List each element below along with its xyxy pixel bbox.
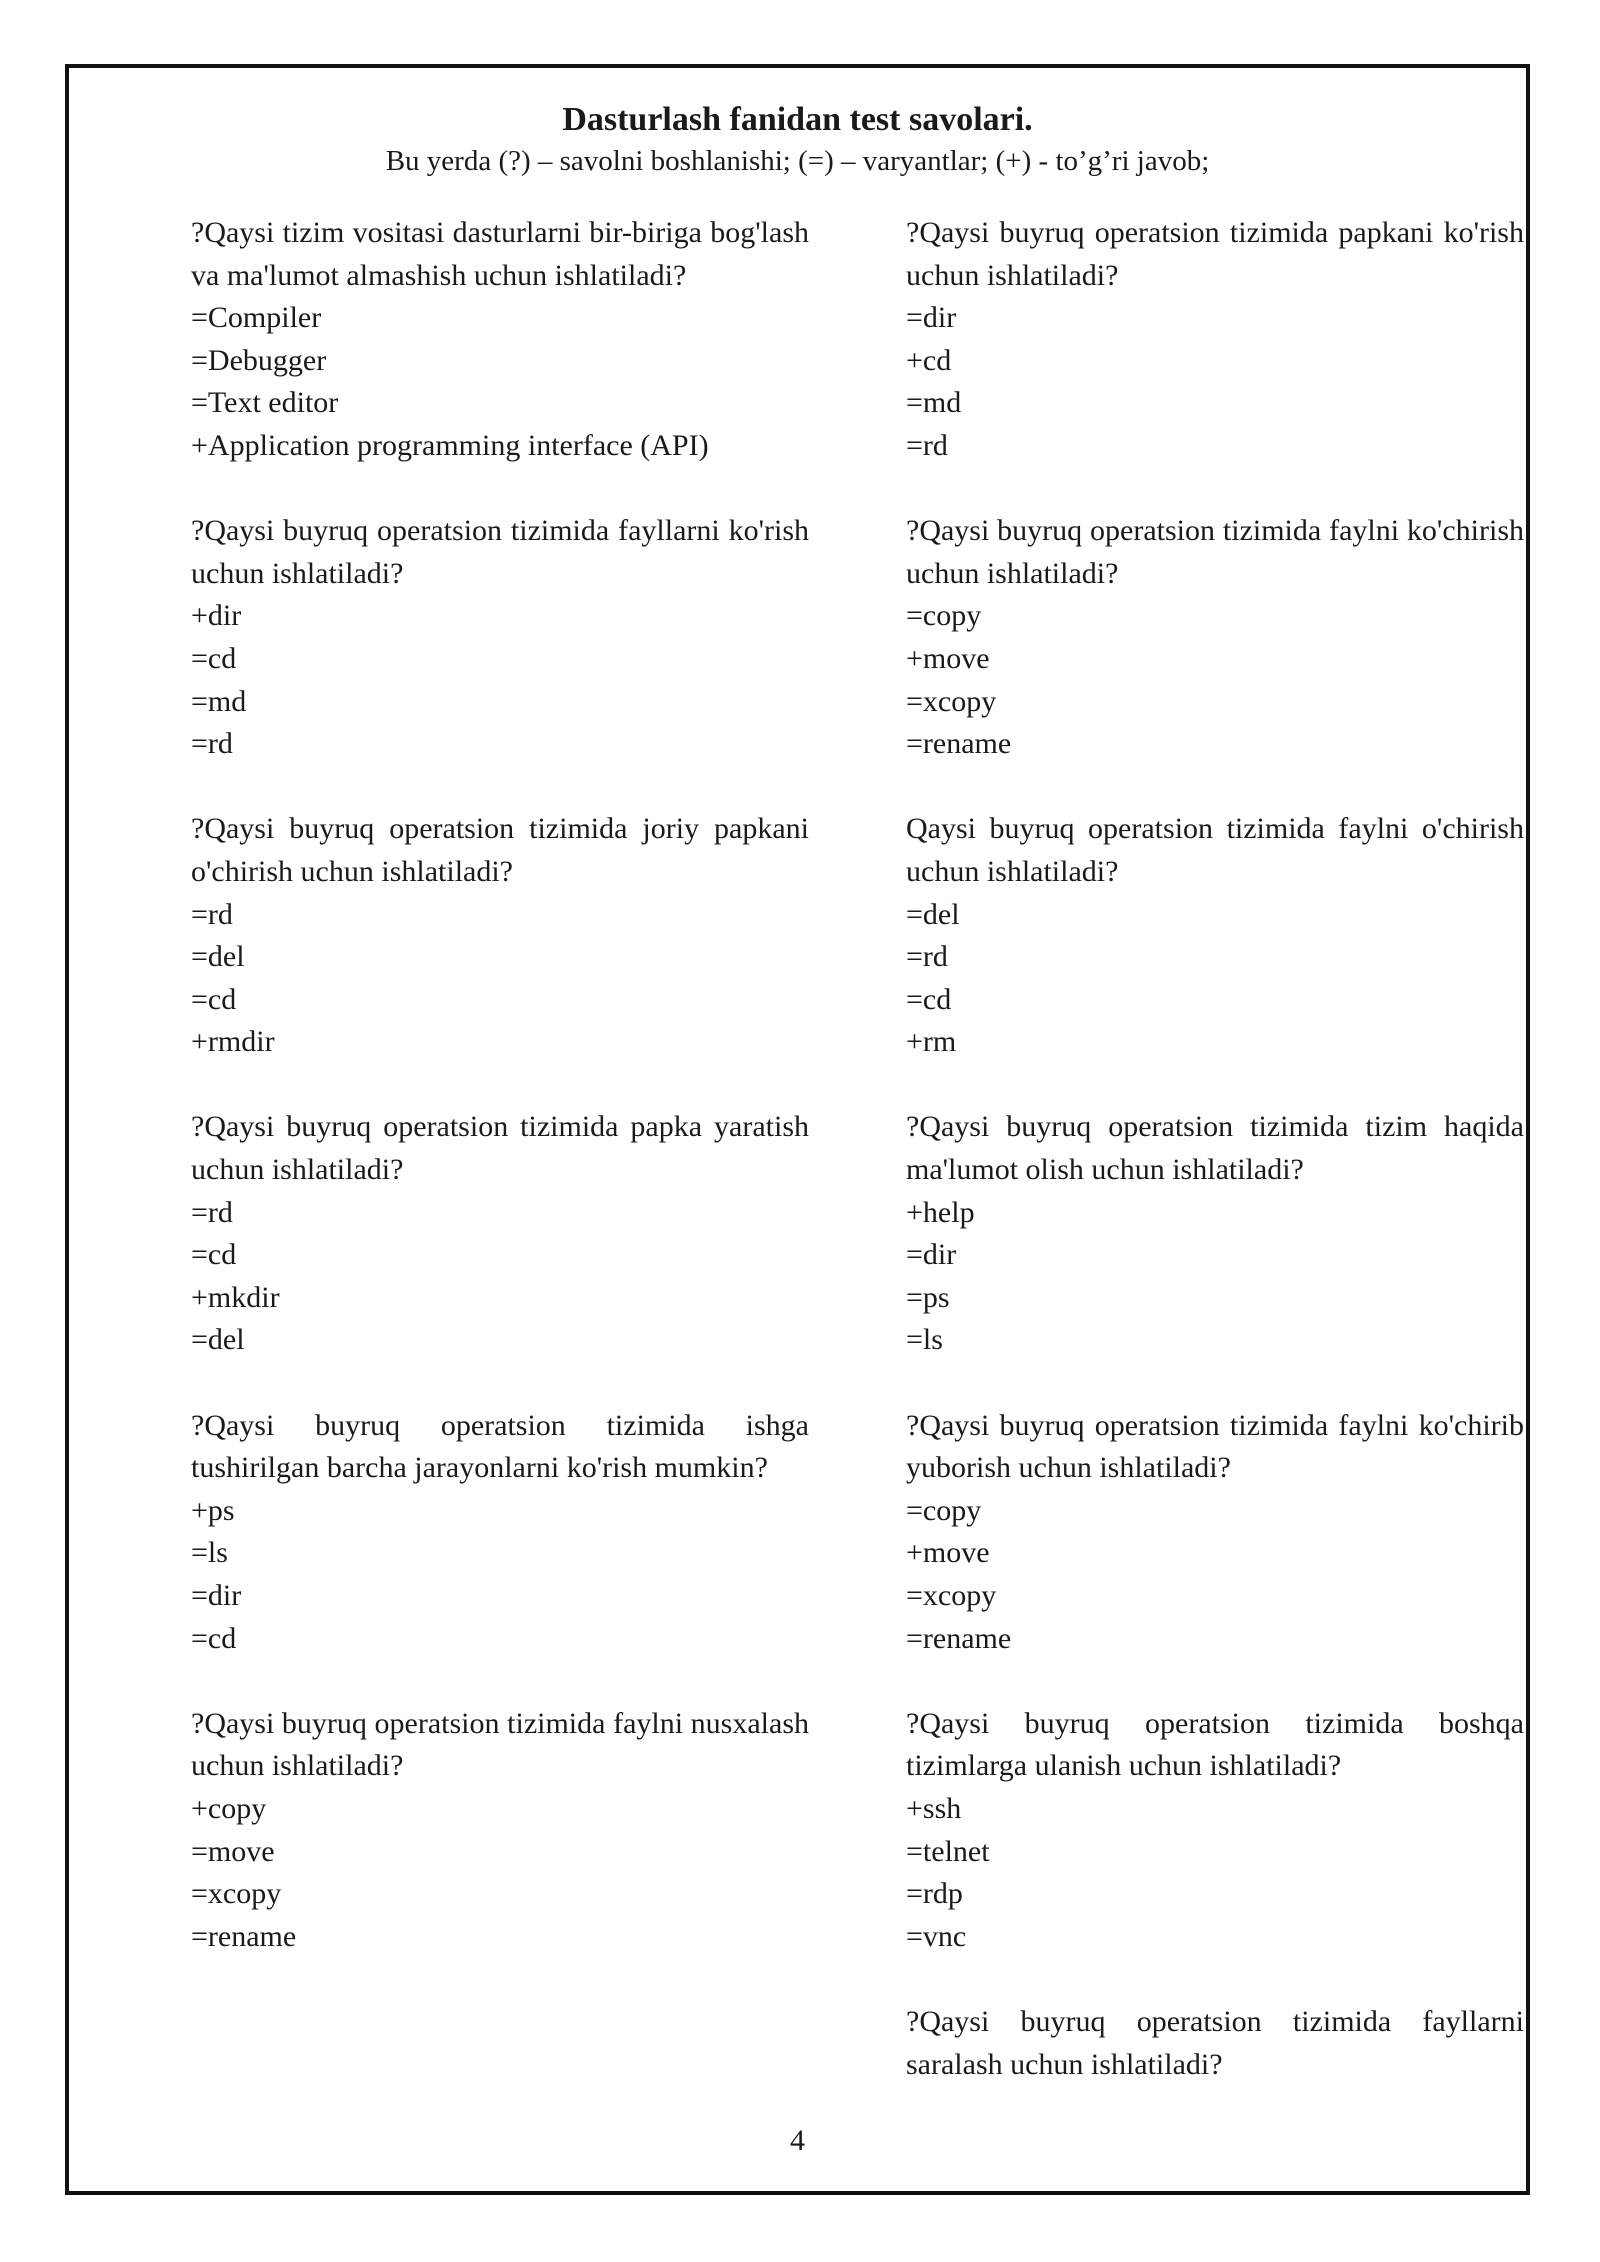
- answer-option: +rm: [906, 1025, 957, 1059]
- answer-option: =copy: [906, 1493, 982, 1527]
- answer-option: =cd: [906, 982, 952, 1016]
- answer-option: =Text editor: [191, 386, 339, 420]
- answer-option: +move: [906, 1536, 990, 1570]
- answer-option: =xcopy: [906, 1579, 997, 1612]
- question-text: ?Qaysi buyruq operatsion tizimida faylni ko'chirish uchun ishlatiladi?: [906, 514, 1524, 590]
- question-block: [906, 808, 1524, 1064]
- answer-option: +dir: [191, 599, 242, 633]
- answer-option: =rename: [191, 1919, 297, 1953]
- page-number: 4: [790, 2124, 805, 2157]
- answer-option: =rd: [191, 727, 233, 761]
- question-text: ?Qaysi buyruq operatsion tizimida faylni ko'chirib yuborish uchun ishlatiladi?: [906, 1408, 1524, 1485]
- question-text: ?Qaysi buyruq operatsion tizimida papka yaratish uchun ishlatiladi?: [191, 1110, 809, 1187]
- answer-option: +move: [906, 641, 990, 675]
- answer-option: +copy: [191, 1791, 267, 1825]
- answer-option: =rename: [906, 1621, 1012, 1655]
- question-block: [191, 510, 809, 766]
- answer-option: +help: [906, 1195, 975, 1229]
- question-block: [906, 212, 1524, 468]
- answer-option: =cd: [191, 1238, 237, 1272]
- question-text: ?Qaysi buyruq operatsion tizimida boshqa tizimlarga ulanish uchun ishlatiladi?: [906, 1706, 1524, 1783]
- answer-option: =rename: [906, 727, 1012, 761]
- answer-option: +cd: [906, 343, 952, 377]
- right-question-column: [906, 212, 1524, 2129]
- answer-option: =ps: [906, 1280, 950, 1314]
- answer-option: =dir: [191, 1579, 242, 1612]
- left-question-column: [191, 212, 809, 2001]
- answer-option: =ls: [906, 1323, 943, 1357]
- answer-option: +ps: [191, 1493, 235, 1527]
- answer-option: =Debugger: [191, 343, 327, 377]
- answer-option: =ls: [191, 1536, 228, 1570]
- answer-option: +rmdir: [191, 1025, 275, 1059]
- answer-option: =Compiler: [191, 301, 322, 335]
- question-block: [906, 2001, 1524, 2086]
- answer-option: +Application programming interface (API): [191, 428, 709, 462]
- document-header: [69, 98, 1526, 180]
- question-block: [906, 1703, 1524, 1959]
- answer-option: =del: [906, 897, 960, 931]
- question-text: ?Qaysi buyruq operatsion tizimida faylni nusxalash uchun ishlatiladi?: [191, 1706, 809, 1783]
- answer-option: =del: [191, 1323, 245, 1357]
- question-text: ?Qaysi tizim vositasi dasturlarni bir-biriga bog'lash va ma'lumot almashish uchun ishlatiladi?: [191, 216, 809, 292]
- question-text: ?Qaysi buyruq operatsion tizimida fayllarni saralash uchun ishlatiladi?: [906, 2004, 1524, 2081]
- question-text: ?Qaysi buyruq operatsion tizimida fayllarni ko'rish uchun ishlatiladi?: [191, 514, 809, 590]
- answer-option: =rd: [191, 1195, 233, 1229]
- answer-option: =xcopy: [191, 1877, 282, 1911]
- answer-option: +mkdir: [191, 1280, 280, 1314]
- answer-option: =cd: [191, 982, 237, 1016]
- question-text: ?Qaysi buyruq operatsion tizimida papkani ko'rish uchun ishlatiladi?: [906, 216, 1524, 292]
- answer-option: =move: [191, 1834, 275, 1868]
- question-block: [191, 1703, 809, 1959]
- question-block: [906, 1405, 1524, 1661]
- answer-option: =md: [191, 684, 247, 718]
- question-block: [191, 212, 809, 468]
- question-text: Qaysi buyruq operatsion tizimida faylni o'chirish uchun ishlatiladi?: [906, 812, 1524, 888]
- answer-option: =del: [191, 940, 245, 974]
- question-block: [191, 808, 809, 1064]
- page-border: [65, 64, 1530, 2195]
- answer-option: =rdp: [906, 1877, 963, 1911]
- question-block: [191, 1405, 809, 1661]
- answer-option: =rd: [906, 428, 948, 462]
- answer-option: =cd: [191, 1621, 237, 1655]
- answer-option: =rd: [906, 940, 948, 974]
- question-text: ?Qaysi buyruq operatsion tizimida joriy papkani o'chirish uchun ishlatiladi?: [191, 812, 809, 888]
- answer-option: =vnc: [906, 1919, 967, 1953]
- answer-option: =cd: [191, 641, 237, 675]
- answer-option: =telnet: [906, 1834, 990, 1868]
- question-block: [191, 1106, 809, 1362]
- answer-option: =md: [906, 386, 962, 420]
- answer-option: =dir: [906, 301, 957, 335]
- document-title: Dasturlash fanidan test savolari.: [562, 101, 1033, 138]
- question-text: ?Qaysi buyruq operatsion tizimida ishga tushirilgan barcha jarayonlarni ko'rish mumkin?: [191, 1408, 809, 1485]
- legend-line: Bu yerda (?) – savolni boshlanishi; (=) – varyantlar; (+) - to’g’ri javob;: [385, 145, 1210, 177]
- answer-option: =rd: [191, 897, 233, 931]
- question-text: ?Qaysi buyruq operatsion tizimida tizim haqida ma'lumot olish uchun ishlatiladi?: [906, 1110, 1524, 1187]
- answer-option: =xcopy: [906, 684, 997, 718]
- answer-option: =dir: [906, 1238, 957, 1272]
- answer-option: =copy: [906, 599, 982, 633]
- question-block: [906, 1106, 1524, 1362]
- answer-option: +ssh: [906, 1791, 962, 1825]
- question-block: [906, 510, 1524, 766]
